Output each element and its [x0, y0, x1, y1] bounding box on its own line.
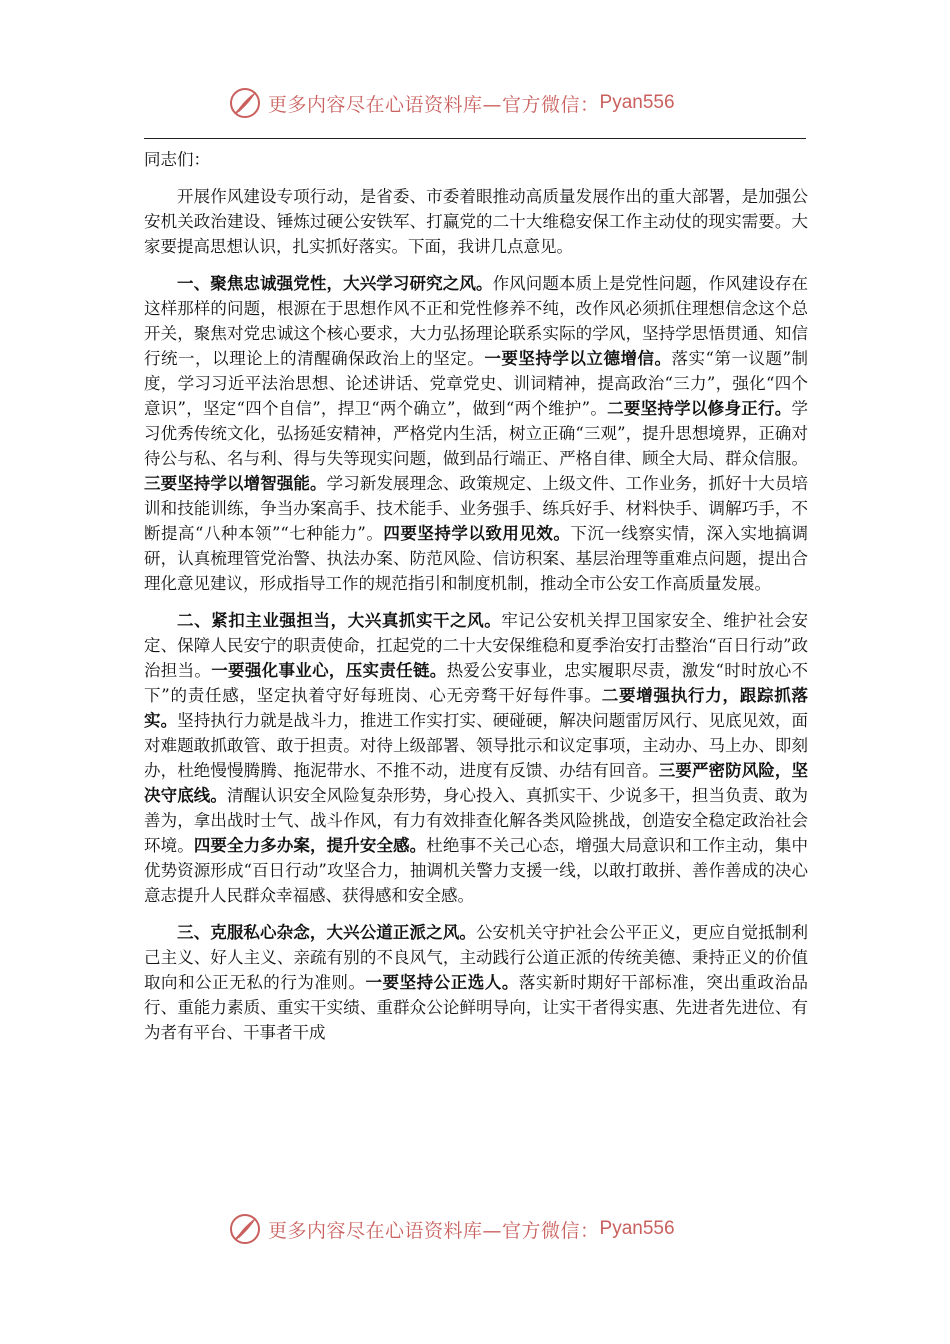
- point-title-2-3: 三要严密防风险，坚决守底线。: [144, 761, 809, 805]
- feather-pen-logo-icon: [228, 1212, 262, 1246]
- point-text-2-4: 杜绝事不关己心态，增强大局意识和工作主动，集中优势资源形成“百日行动”攻坚合力，抽调机关警力支援一线，以敢打敢拼、善作善成的决心意志提升人民群众幸福感、获得感和安全感。: [144, 836, 809, 905]
- point-title-1-2: 二要坚持学以修身正行。: [607, 399, 792, 418]
- header-banner: [228, 83, 748, 123]
- greeting: 同志们：: [144, 150, 210, 169]
- banner-text: 更多内容尽在心语资料库—官方微信：: [268, 1219, 600, 1242]
- point-title-3-1: 一要坚持公正选人。: [365, 973, 519, 992]
- section-lead-1: 作风问题本质上是党性问题，作风建设存在这样那样的问题，根源在于思想作风不正和党性修养不纯，改作风必须抓住理想信念这个总开关，聚焦对党忠诚这个核心要求，大力弘扬理论联系实际的学风，坚持学思悟贯通、知信行统一，以理论上的清醒确保政治上的坚定。: [144, 274, 809, 368]
- banner-text: 更多内容尽在心语资料库—官方微信：: [268, 93, 600, 116]
- point-text-3-1: 落实新时期好干部标准，突出重政治品行、重能力素质、重实干实绩、重群众公论鲜明导向，让实干者得实惠、先进者先进位、有为者有平台、干事者干成: [144, 973, 809, 1042]
- point-title-2-4: 四要全力多办案，提升安全感。: [193, 836, 427, 855]
- header-divider: [144, 138, 806, 139]
- feather-pen-logo-icon: [228, 86, 262, 120]
- section-heading-3: 三、克服私心杂念，大兴公道正派之风。: [177, 923, 476, 942]
- point-text-2-2: 坚持执行力就是战斗力，推进工作实打实、硬碰硬，解决问题雷厉风行、见底见效，面对难题敢抓敢管、敢于担责。对待上级部署、领导批示和议定事项，主动办、马上办、即刻办，杜绝慢慢腾腾、拖泥带水、不推不动，进度有反馈、办结有回音。: [144, 711, 809, 780]
- point-title-1-1: 一要坚持学以立德增信。: [484, 349, 672, 368]
- point-text-1-2: 学习优秀传统文化，弘扬延安精神，严格党内生活，树立正确“三观”，提升思想境界，正确对待公与私、名与利、得与失等现实问题，做到品行端正、严格自律、顾全大局、群众信服。: [144, 399, 808, 468]
- footer-banner: [228, 1209, 748, 1249]
- point-title-1-4: 四要坚持学以致用见效。: [383, 524, 571, 543]
- point-text-1-4: 下沉一线察实情，深入实地搞调研，认真梳理管党治警、执法办案、防范风险、信访积案、基层治理等重难点问题，提出合理化意见建议，形成指导工作的规范指引和制度机制，推动全市公安工作高质量发展。: [144, 524, 809, 593]
- intro-paragraph: 开展作风建设专项行动，是省委、市委着眼推动高质量发展作出的重大部署，是加强公安机关政治建设、锤炼过硬公安铁军、打赢党的二十大维稳安保工作主动仗的现实需要。大家要提高思想认识，扎实抓好落实。下面，我讲几点意见。: [144, 187, 808, 256]
- point-text-1-1: 落实“第一议题”制度，学习习近平法治思想、论述讲话、党章党史、训词精神，提高政治“三力”，强化“四个意识”，坚定“四个自信”，捍卫“两个确立”，做到“两个维护”。: [144, 349, 809, 418]
- point-text-2-1: 热爱公安事业，忠实履职尽责，激发“时时放心不下”的责任感，坚定执着守好每班岗、心无旁骛干好每件事。: [144, 661, 809, 705]
- banner-wechat-id: Pyan556: [599, 1218, 675, 1239]
- point-title-1-3: 三要坚持学以增智强能。: [144, 474, 327, 493]
- document-body: [144, 147, 808, 1057]
- point-title-2-1: 一要强化事业心，压实责任链。: [211, 661, 447, 680]
- section-heading-2: 二、紧扣主业强担当，大兴真抓实干之风。: [177, 611, 502, 630]
- section-paragraph-1: [144, 271, 808, 596]
- section-heading-1: 一、聚焦忠诚强党性，大兴学习研究之风。: [177, 274, 493, 293]
- section-lead-2: 牢记公安机关捍卫国家安全、维护社会安定、保障人民安宁的职责使命，扛起党的二十大安保维稳和夏季治安打击整治“百日行动”政治担当。: [144, 611, 809, 680]
- banner-wechat-id: Pyan556: [599, 92, 675, 113]
- section-paragraph-2: [144, 608, 808, 908]
- point-text-1-3: 学习新发展理念、政策规定、上级文件、工作业务，抓好十大员培训和技能训练，争当办案高手、技术能手、业务强手、练兵好手、材料快手、调解巧手，不断提高“八种本领”“七种能力”。: [144, 474, 809, 543]
- point-text-2-3: 清醒认识安全风险复杂形势，身心投入、真抓实干、少说多干，担当负责、敢为善为，拿出战时士气、战斗作风，有力有效排查化解各类风险挑战，创造安全稳定政治社会环境。: [144, 786, 809, 855]
- section-paragraph-3: [144, 920, 808, 1045]
- section-lead-3: 公安机关守护社会公平正义，更应自觉抵制利己主义、好人主义、亲疏有别的不良风气，主动践行公道正派的传统美德、秉持正义的价值取向和公正无私的行为准则。: [144, 923, 809, 992]
- point-title-2-2: 二要增强执行力，跟踪抓落实。: [144, 686, 809, 730]
